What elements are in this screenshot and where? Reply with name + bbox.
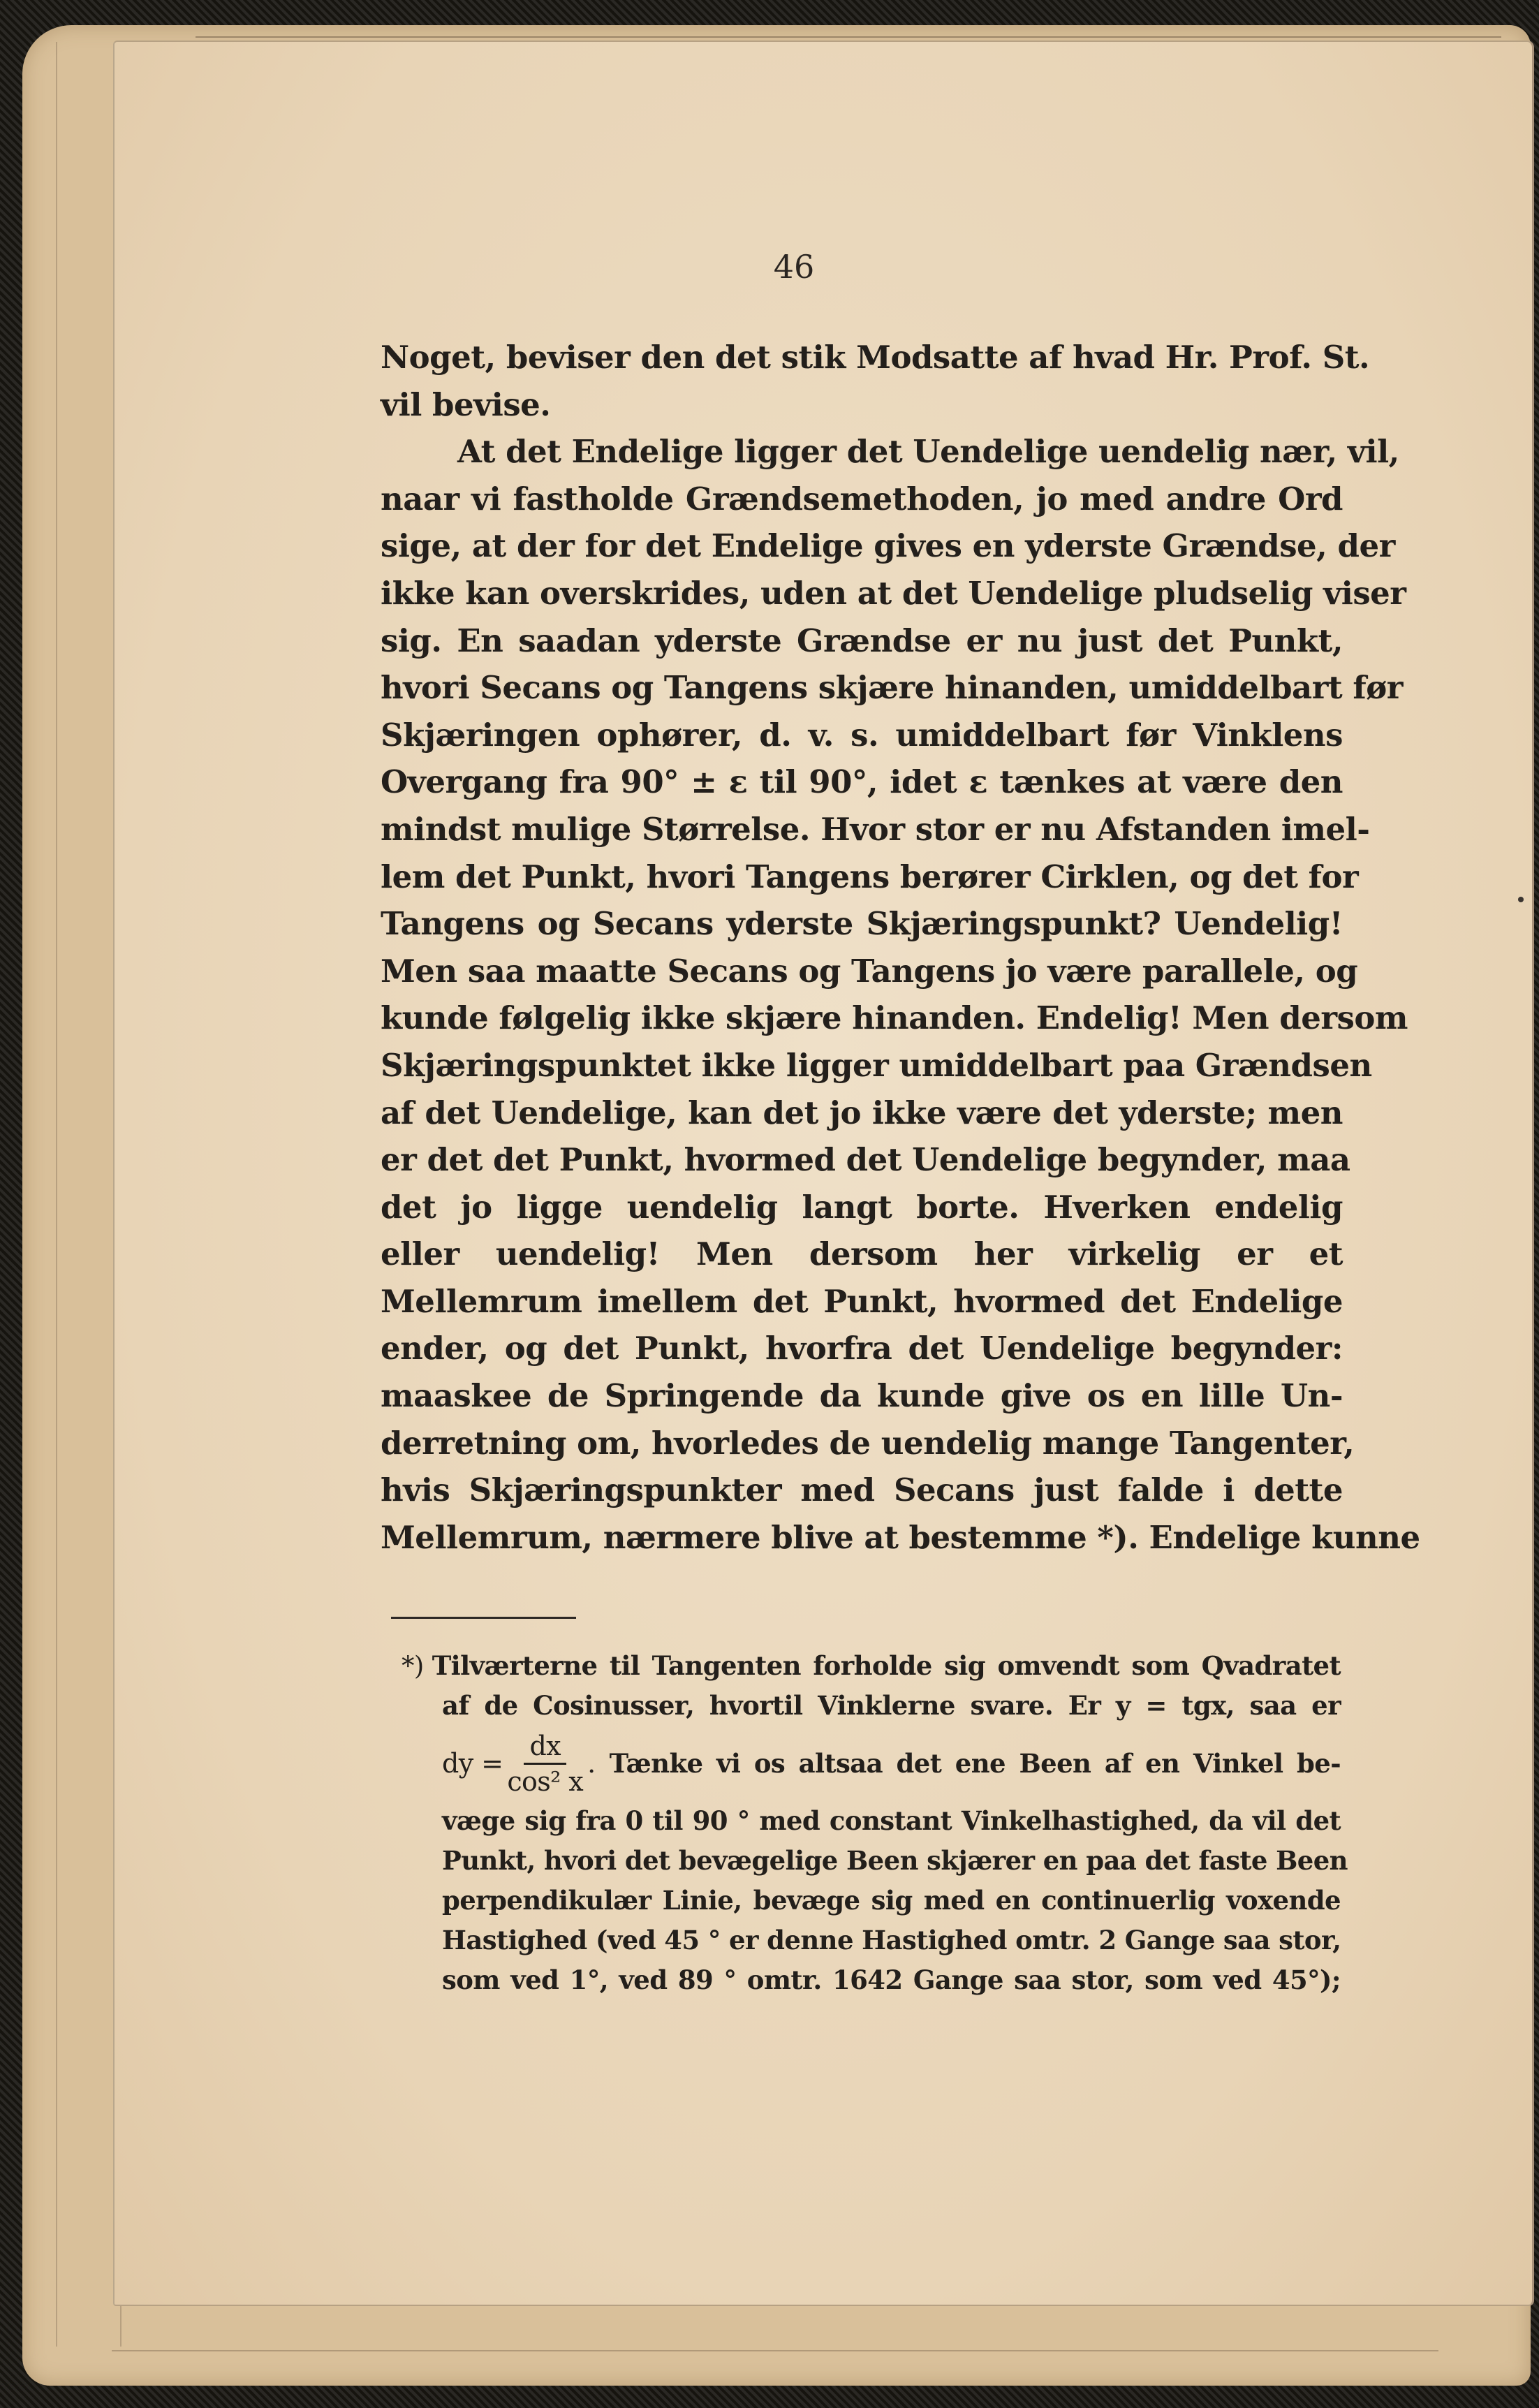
footnote-line: Punkt, hvori det bevægelige Been skjærer en paa det faste Been	[442, 1845, 1348, 1876]
page-fold-top	[196, 36, 1501, 38]
body-line: Men saa maatte Secans og Tangens jo være parallele, og	[381, 952, 1358, 990]
derivative-formula	[442, 1731, 596, 1797]
body-line: ender, og det Punkt, hvorfra det Uendelige begynder:	[381, 1330, 1343, 1367]
body-line: At det Endelige ligger det Uendelige uendelig nær, vil,	[457, 433, 1399, 471]
body-line: det jo ligge uendelig langt borte. Hverken endelig	[381, 1188, 1343, 1226]
footnote-separator	[391, 1617, 576, 1619]
body-line: Skjæringspunktet ikke ligger umiddelbart paa Grændsen	[381, 1046, 1372, 1084]
body-line: kunde følgelig ikke skjære hinanden. Endelig! Men dersom	[381, 999, 1408, 1037]
footnote-formula-line	[402, 1726, 1341, 1801]
body-line: lem det Punkt, hvori Tangens berører Cirklen, og det for	[381, 858, 1359, 895]
footnote	[402, 1646, 1348, 2000]
body-line: vil bevise.	[381, 386, 551, 423]
body-line: sig. En saadan yderste Grændse er nu just det Punkt,	[381, 622, 1343, 659]
footnote-line	[402, 1646, 1341, 1686]
formula-fraction	[507, 1731, 583, 1797]
footnote-line: Hastighed (ved 45 ° er denne Hastighed omtr. 2 Gange saa stor,	[442, 1925, 1341, 1955]
footnote-text: Tilværterne til Tangenten forholde sig omvendt som Qvadratet	[432, 1650, 1341, 1681]
body-line: af det Uendelige, kan det jo ikke være det yderste; men	[381, 1094, 1343, 1131]
formula-trailing: .	[587, 1747, 596, 1779]
body-line: Mellemrum, nærmere blive at bestemme *). Endelige kunne	[381, 1518, 1420, 1556]
page-edge-strip	[56, 42, 122, 2347]
formula-numerator: dx	[524, 1731, 566, 1765]
body-line: maaskee de Springende da kunde give os en lille Un-	[381, 1377, 1343, 1415]
footnote-line: perpendikulær Linie, bevæge sig med en continuerlig voxende	[442, 1885, 1341, 1916]
body-line: er det det Punkt, hvormed det Uendelige begynder, maa	[381, 1141, 1350, 1179]
footnote-line: som ved 1°, ved 89 ° omtr. 1642 Gange saa stor, som ved 45°);	[442, 1965, 1341, 1995]
page-number: 46	[773, 248, 815, 286]
body-line: Mellemrum imellem det Punkt, hvormed det Endelige	[381, 1282, 1343, 1320]
body-line: sige, at der for det Endelige gives en yderste Grændse, der	[381, 527, 1395, 565]
footnote-marker: *)	[402, 1651, 424, 1681]
body-line: mindst mulige Størrelse. Hvor stor er nu Afstanden imel-	[381, 810, 1370, 848]
footnote-line: væge sig fra 0 til 90 ° med constant Vinkelhastighed, da vil det	[442, 1805, 1341, 1836]
body-line: Skjæringen ophører, d. v. s. umiddelbart før Vinklens	[381, 716, 1343, 754]
formula-denominator: cos² x	[507, 1765, 584, 1797]
body-line: naar vi fastholde Grændsemethoden, jo med andre Ord	[381, 480, 1343, 517]
body-line: Tangens og Secans yderste Skjæringspunkt? Uendelig!	[381, 905, 1343, 943]
body-line: derretning om, hvorledes de uendelig mange Tangenter,	[381, 1424, 1355, 1462]
body-line: eller uendelig! Men dersom her virkelig er et	[381, 1235, 1343, 1273]
page-fold-bottom	[112, 2350, 1438, 2351]
body-line: hvis Skjæringspunkter med Secans just falde i dette	[381, 1471, 1343, 1509]
body-line: hvori Secans og Tangens skjære hinanden, umiddelbart før	[381, 669, 1403, 707]
body-line: Noget, beviser den det stik Modsatte af hvad Hr. Prof. St.	[381, 339, 1370, 376]
body-line: ikke kan overskrides, uden at det Uendelige pludselig viser	[381, 574, 1406, 612]
formula-lhs: dy =	[442, 1747, 503, 1779]
footnote-line: af de Cosinusser, hvortil Vinklerne svare. Er y = tgx, saa er	[442, 1690, 1341, 1721]
footnote-text: Tænke vi os altsaa det ene Been af en Vinkel be-	[609, 1747, 1341, 1779]
body-text	[381, 334, 1420, 1561]
ink-speck	[1518, 897, 1524, 902]
body-line: Overgang fra 90° ± ε til 90°, idet ε tænkes at være den	[381, 763, 1343, 801]
